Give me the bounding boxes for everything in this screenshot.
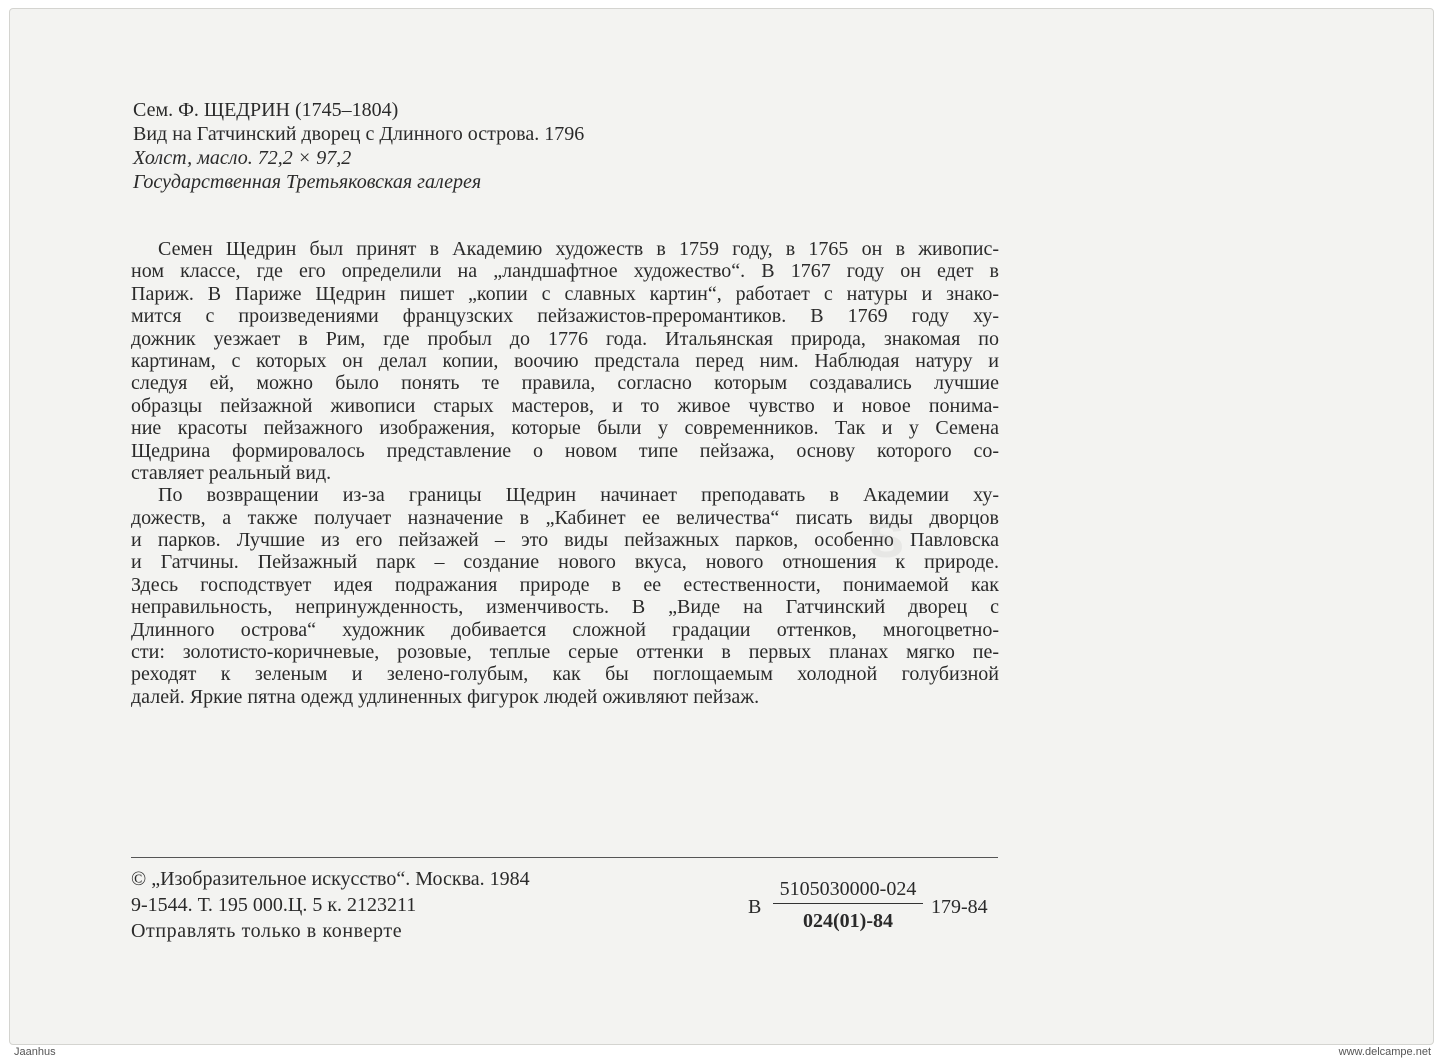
text-line: По возвращении из-за границы Щедрин начинает преподавать в Академии ху- [158,484,999,507]
text-line: образцы пейзажной живописи старых мастеров, и то живое чувство и новое понима- [131,394,999,417]
imprint-block [131,866,530,944]
text-line: картинам, с которых он делал копии, воочию предстала перед ним. Наблюдая натуру и [131,349,999,372]
artist-name: Сем. Ф. ЩЕДРИН (1745–1804) [133,99,399,121]
text-line: ставляет реальный вид. [131,461,332,484]
text-line: реходят к зеленым и зелено-голубым, как бы поглощаемым холодной голубизной [131,663,999,686]
description-text [131,238,999,708]
text-line: дожеств, а также получает назначение в „Кабинет ее величества“ писать виды дворцов [131,506,999,529]
code-fraction [773,878,923,933]
text-line: мится с произведениями французских пейзажистов-преромантиков. В 1769 году ху- [131,305,999,328]
text-line: и Гатчины. Пейзажный парк – создание нового вкуса, нового отношения к природе. [131,551,999,574]
text-line: Семен Щедрин был принят в Академию художеств в 1759 году, в 1765 он в живопис- [158,238,999,260]
watermark: s [868,497,907,571]
code-denominator: 024(01)-84 [803,910,893,932]
site-credit: www.delcampe.net [1338,1046,1431,1058]
text-line: Здесь господствует идея подражания природе в ее естественности, понимаемой как [131,573,999,596]
text-line: далей. Яркие пятна одежд удлиненных фигурок людей оживляют пейзаж. [131,685,760,708]
text-line: следуя ей, можно было понять те правила, согласно которым создавались лучшие [131,372,999,395]
code-numerator: 5105030000-024 [773,878,923,904]
footer-divider [131,857,998,858]
text-line: Щедрина формировалось представление о новом типе пейзажа, основу которого со- [131,439,999,462]
text-line: дожник уезжает в Рим, где пробыл до 1776 года. Итальянская природа, знакомая по [131,327,999,350]
code-prefix: В [748,896,762,918]
print-info-line: 9-1544. Т. 195 000.Ц. 5 к. 2123211 [131,894,417,916]
text-line: ние красоты пейзажного изображения, которые были у современников. Так и у Семена [131,417,999,440]
caption-block [133,98,1033,194]
mailing-note: Отправлять только в конверте [131,920,403,942]
artwork-medium: Холст, масло. 72,2 × 97,2 [133,147,352,169]
text-line: Париж. В Париже Щедрин пишет „копии с славных картин“, работает с натуры и знако- [131,282,999,305]
text-line: ном классе, где его определили на „ландшафтное художество“. В 1767 году он едет в [131,260,999,283]
text-line: неправильность, непринужденность, изменчивость. В „Виде на Гатчинский дворец с [131,596,999,619]
seller-credit: Jaanhus [14,1046,56,1058]
text-line: и парков. Лучшие из его пейзажей – это виды пейзажных парков, особенно Павловска [131,529,999,552]
text-line: Длинного острова“ художник добивается сложной градации оттенков, многоцветно- [131,618,999,641]
museum-name: Государственная Третьяковская галерея [133,171,482,193]
text-line: сти: золотисто-коричневые, розовые, теплые серые оттенки в первых планах мягко пе- [131,641,999,664]
artwork-title: Вид на Гатчинский дворец с Длинного острова. 1796 [133,123,585,145]
publisher-line: © „Изобразительное искусство“. Москва. 1984 [131,868,530,890]
code-suffix: 179-84 [931,896,988,918]
